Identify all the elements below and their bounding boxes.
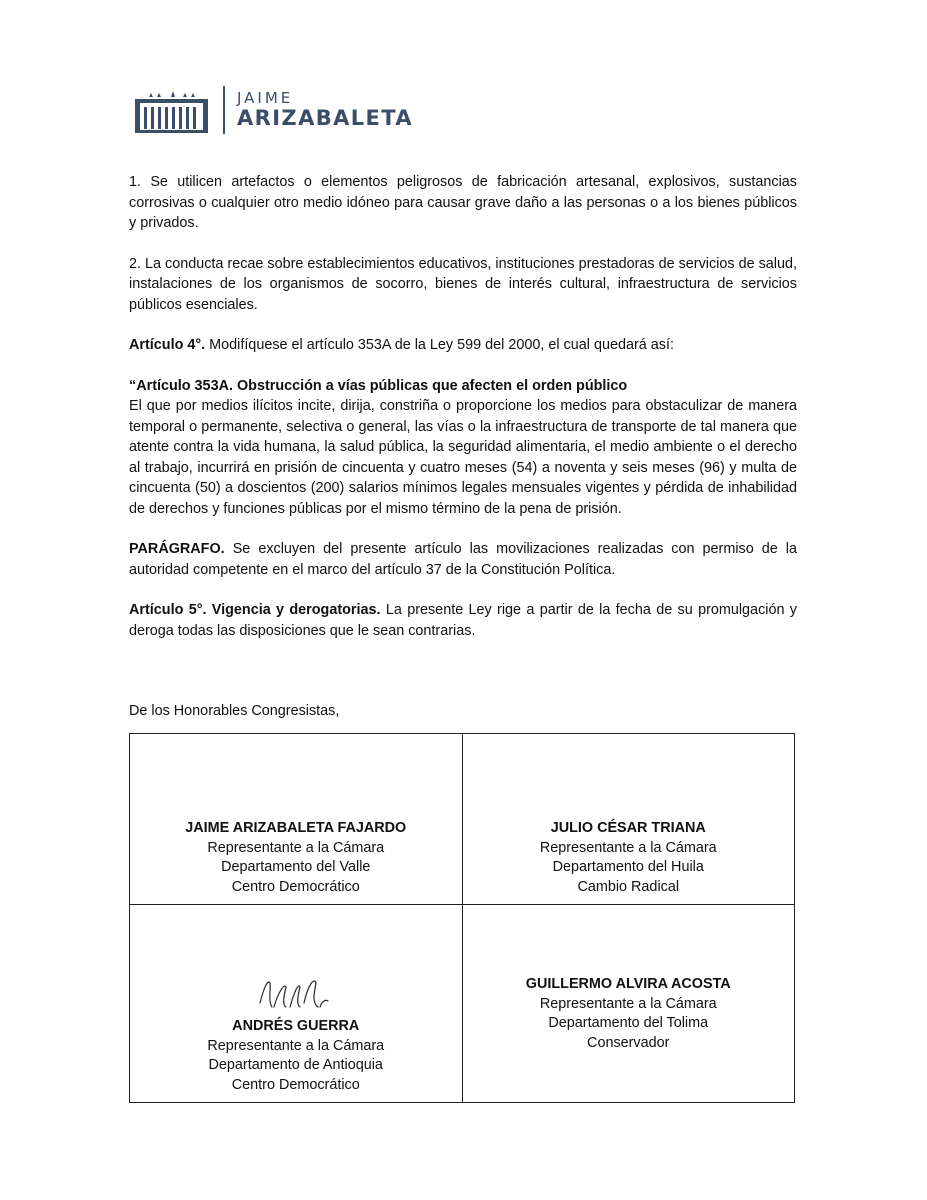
closing-line: De los Honorables Congresistas, [129, 703, 340, 719]
paragrafo-text: Se excluyen del presente artículo las movilizaciones realizadas con permiso de la autoridad competente en el marco del artículo 37 de la Constitución Política. [129, 541, 797, 578]
signer-role: Representante a la Cámara [207, 839, 385, 856]
signer-party: Conservador [587, 1034, 670, 1051]
article-5-text: La presente Ley rige a partir de la fecha de su promulgación y deroga todas las disposiciones que le sean contrarias. [129, 602, 797, 639]
document-body [129, 172, 797, 722]
signature-cell [462, 905, 795, 1103]
signature-table [129, 733, 795, 1103]
signer-department: Departamento del Huila [552, 859, 704, 875]
article-5-label: Artículo 5°. Vigencia y derogatorias. [129, 602, 381, 618]
signer-role: Representante a la Cámara [539, 839, 717, 856]
logo-last-name: ARIZABALETA [237, 106, 414, 130]
signer-name: JULIO CÉSAR TRIANA [550, 820, 706, 836]
logo-divider [223, 86, 225, 134]
paragrafo [129, 539, 797, 580]
signer-name: ANDRÉS GUERRA [232, 1018, 360, 1034]
signer-department: Departamento de Antioquia [208, 1057, 383, 1073]
logo-first-name: JAIME [237, 89, 294, 107]
article-5 [129, 600, 797, 641]
signer-party: Cambio Radical [577, 878, 680, 895]
article-4-text: Modifíquese el artículo 353A de la Ley 599 del 2000, el cual quedará así: [205, 337, 674, 353]
logo-wordmark [237, 90, 413, 130]
congress-building-icon [135, 85, 211, 135]
signature-cell [462, 734, 795, 905]
paragrafo-label: PARÁGRAFO. [129, 541, 225, 557]
article-4-label: Artículo 4°. [129, 337, 206, 353]
signature-cell [130, 734, 463, 905]
signer-role: Representante a la Cámara [207, 1037, 385, 1054]
signer-role: Representante a la Cámara [539, 995, 717, 1012]
signature-cell [130, 905, 463, 1103]
article-353a-text: El que por medios ilícitos incite, dirija, constriña o proporcione los medios para obstaculizar de manera temporal o permanente, selectiva o general, las vías o la infraestructura de transporte de tal manera que atente contra la vida humana, la salud pública, la seguridad alimentaria, el medio ambiente o el derecho al trabajo, incurrirá en prisión de cincuenta y cuatro meses (54) a noventa y seis meses (96) y multa de cincuenta (50) a doscientos (200) salarios mínimos legales mensuales vigentes y pérdida de inhabilidad de derechos y funciones públicas por el mismo término de la pena de prisión. [129, 398, 797, 517]
signer-party: Centro Democrático [231, 1076, 360, 1093]
article-353a-title: “Artículo 353A. Obstrucción a vías públicas que afecten el orden público [129, 377, 628, 394]
item-1: 1. Se utilicen artefactos o elementos peligrosos de fabricación artesanal, explosivos, sustancias corrosivas o cualquier otro medio idóneo para causar grave daño a las personas o a los bienes públicos y privados. [129, 174, 797, 231]
item-2: 2. La conducta recae sobre establecimientos educativos, instituciones prestadoras de servicios de salud, instalaciones de los organismos de socorro, bienes de interés cultural, infraestructura de servicios públicos esenciales. [129, 255, 797, 313]
signer-name: JAIME ARIZABALETA FAJARDO [185, 820, 407, 836]
signer-department: Departamento del Valle [221, 859, 371, 875]
header-logo [135, 84, 413, 136]
article-4 [129, 335, 797, 356]
signer-department: Departamento del Tolima [548, 1015, 709, 1031]
signer-name: GUILLERMO ALVIRA ACOSTA [525, 976, 731, 992]
signer-party: Centro Democrático [231, 878, 360, 895]
handwritten-signature-icon [256, 973, 336, 1013]
